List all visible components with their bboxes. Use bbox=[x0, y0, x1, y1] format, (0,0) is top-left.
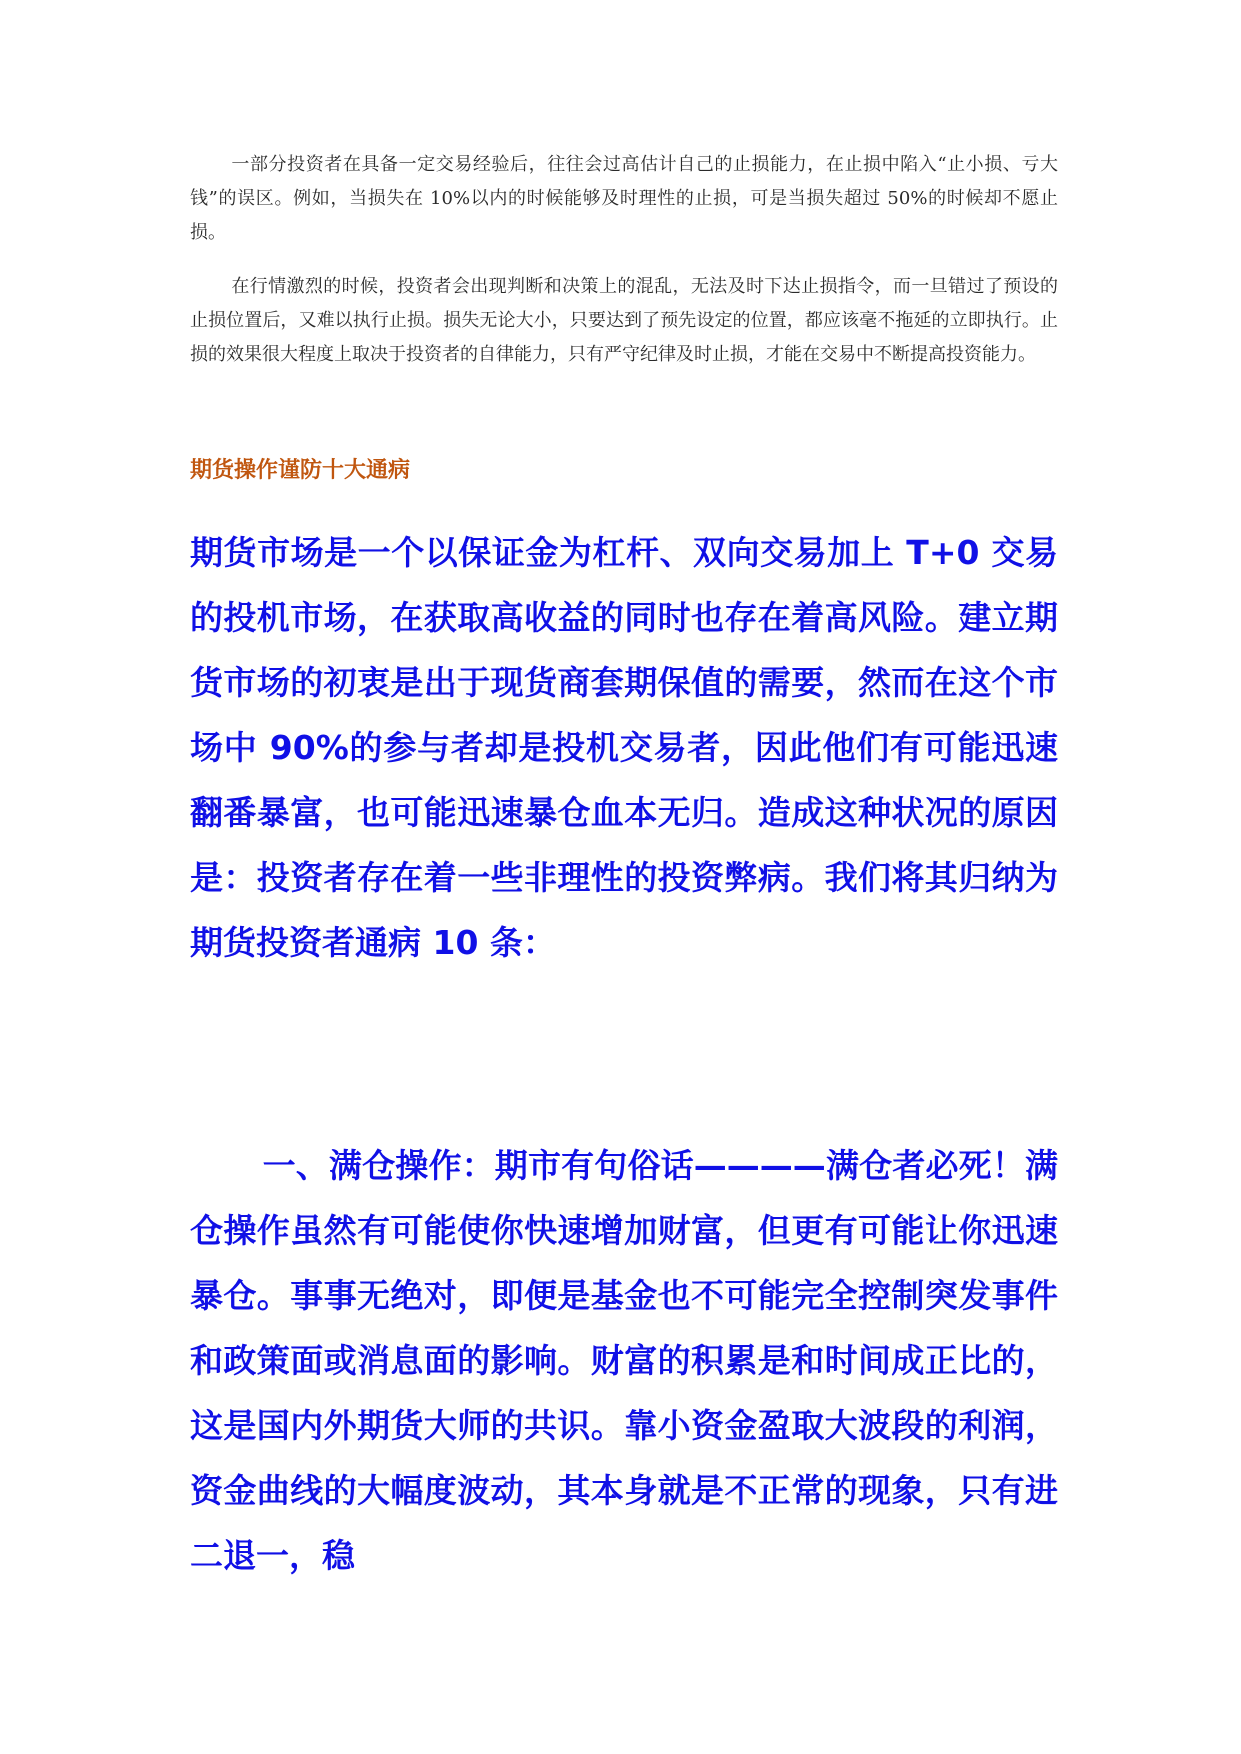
item-one-full-position: 一、满仓操作：期市有句俗话————满仓者必死！满仓操作虽然有可能使你快速增加财富，但更有可能让你迅速暴仓。事事无绝对，即便是基金也不可能完全控制突发事件和政策面或消息面的影响。财富的积累是和时间成正比的，这是国内外期货大师的共识。靠小资金盈取大波段的利润，资金曲线的大幅度波动，其本身就是不正常的现象，只有进二退一，稳 bbox=[190, 1146, 1058, 1575]
section-title: 期货操作谨防十大通病 bbox=[190, 458, 411, 483]
section-intro-paragraph: 期货市场是一个以保证金为杠杆、双向交易加上 T+0 交易的投机市场，在获取高收益的同时也存在着高风险。建立期货市场的初衷是出于现货商套期保值的需要，然而在这个市场中 90%的参与者却是投机交易者，因此他们有可能迅速翻番暴富，也可能迅速暴仓血本无归。造成这种状况的原因是：投资者存在着一些非理性的投资弊病。我们将其归纳为期货投资者通病 10 条： bbox=[190, 533, 1058, 962]
paragraph-stop-loss-discipline: 在行情激烈的时候，投资者会出现判断和决策上的混乱，无法及时下达止损指令，而一旦错过了预设的止损位置后，又难以执行止损。损失无论大小，只要达到了预先设定的位置，都应该毫不拖延的立即执行。止损的效果很大程度上取决于投资者的自律能力，只有严守纪律及时止损，才能在交易中不断提高投资能力。 bbox=[190, 276, 1058, 365]
document-page bbox=[190, 148, 1058, 1575]
paragraph-stop-loss-misconception: 一部分投资者在具备一定交易经验后，往往会过高估计自己的止损能力，在止损中陷入“止小损、亏大钱”的误区。例如，当损失在 10%以内的时候能够及时理性的止损，可是当损失超过 50%的时候却不愿止损。 bbox=[190, 154, 1058, 243]
